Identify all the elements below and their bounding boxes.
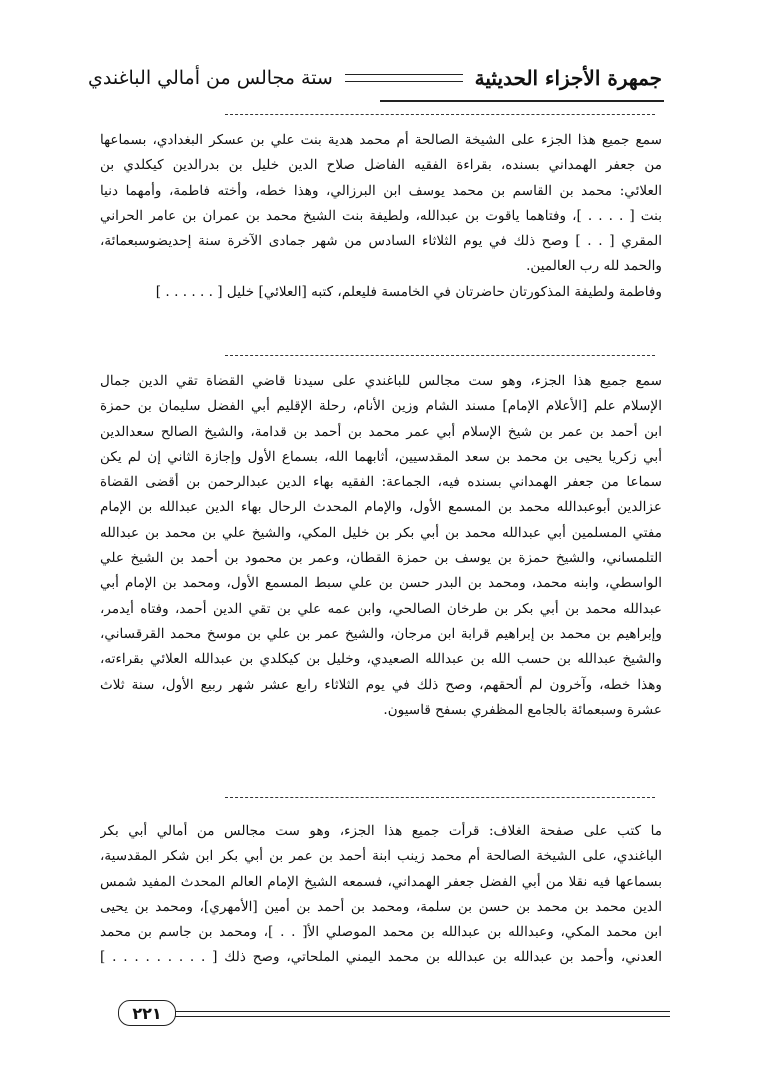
text-line: ما كتب على صفحة الغلاف: قرأت جميع هذا الجزء، وهو ست مجالس من أمالي أبي بكر	[100, 823, 662, 839]
running-header	[88, 58, 662, 98]
text-line: الدين محمد بن محمد بن حسن بن سلمة، ومحمد بن أحمد بن أمين [الأمهري]، ومحمد بن يحيى	[100, 898, 662, 915]
text-line: بنت [ . . . . ]، وفتاهما ياقوت بن عبدالله، ولطيفة بنت الشيخ محمد بن عمران بن عامر الحراني	[100, 207, 662, 224]
page-number: ٢٢١	[118, 1000, 176, 1026]
footer-rule	[170, 1016, 670, 1017]
text-line: المقري [ . . ] وصح ذلك في يوم الثلاثاء السادس من شهر جمادى الآخرة سنة إحديضوسبعمائة،	[100, 233, 662, 250]
text-line: الواسطي، وابنه محمد، ومحمد بن البدر حسن بن علي سبط المسمع الأول، ومحمد بن الإمام أبي	[100, 575, 662, 592]
text-line: سماعا من جعفر الهمداني بسنده فيه، الجماعة: الفقيه بهاء الدين عبدالرحمن بن أقضى القضاة	[100, 474, 662, 491]
text-line: أبي زكريا يحيى بن محمد بن سعد المقدسيين، أثابهما الله، بسماع الأول وإجازة الثاني إن لم يكن	[100, 448, 662, 465]
text-line: وفاطمة ولطيفة المذكورتان حاضرتان في الخامسة فليعلم، كتبه [العلائي] خليل [ . . . . . . ]	[155, 283, 662, 300]
dashed-separator	[225, 355, 655, 356]
text-line: عبدالله محمد بن أبي بكر بن طرخان الصالحي، وابن عمه علي بن تقي الدين أحمد، وفتاه أيدمر،	[100, 600, 662, 617]
text-line: والشيخ عبدالله بن حسب الله بن عبدالله الصعيدي، وخليل بن كيكلدي بن عبدالله العلائي بقراءته،	[100, 651, 662, 668]
certificate-block-1	[100, 128, 662, 305]
text-line: مفتي المسلمين أبي عبدالله محمد بن أبي بكر بن خليل المكي، والشيخ علي بن محمد بن عبدالله	[100, 524, 662, 541]
certificate-block-2	[100, 369, 662, 723]
book-title: جمهرة الأجزاء الحديثية	[474, 66, 662, 90]
text-line: وإبراهيم بن محمد بن إبراهيم قرابة ابن مرجان، والشيخ عمر بن علي بن موسخ محمد القرقساني،	[100, 625, 662, 642]
text-line: ابن محمد المكي، وعبدالله بن عبدالله بن محمد الموصلي الأ[ . . ]، ومحمد بن جاسم بن محمد	[100, 924, 662, 941]
text-line: الإسلام علم [الأعلام الإمام] مسند الشام وزين الأنام، رحلة الإقليم أبي الفضل سليمان بن حمزة	[100, 398, 662, 415]
text-line: عشرة وسبعمائة بالجامع المظفري بسفح قاسيون.	[383, 701, 662, 718]
text-line: وهذا خطه، وآخرون لم ألحقهم، وصح ذلك في يوم الثلاثاء رابع عشر شهر ربيع الأول، سنة ثلاث	[100, 676, 662, 693]
text-line: ابن أحمد بن عمر بن شيخ الإسلام أبي عمر محمد بن أحمد بن قدامة، والشيخ الصالح سعدالدين	[100, 423, 662, 440]
page-footer	[100, 1003, 670, 1033]
header-underline	[380, 100, 664, 102]
certificate-block-3	[100, 819, 662, 971]
text-line: والحمد لله رب العالمين.	[526, 258, 662, 275]
text-line: العدني، وأحمد بن عبدالله بن عبدالله بن محمد اليمني الملحاتي، وصح ذلك [ . . . . . . . . . ]	[100, 949, 662, 966]
text-line: من جعفر الهمداني بسنده، بقراءة الفقيه الفاضل صلاح الدين خليل بن بدرالدين كيكلدي بن	[100, 157, 662, 174]
section-title: ستة مجالس من أمالي الباغندي	[88, 67, 333, 89]
text-line: العلائي: محمد بن القاسم بن محمد يوسف ابن البرزالي، وهذا خطه، وأخته فاطمة، وأمهما دنيا	[100, 182, 662, 199]
text-line: التلمساني، والشيخ حمزة بن يوسف بن حمزة القطان، وعمر بن محمود بن أحمد بن الشيخ علي	[100, 550, 662, 567]
header-double-rule	[345, 74, 463, 82]
text-line: بسماعها فيه نقلا من أبي الفضل جعفر الهمداني، فسمعه الشيخ الإمام العالم المحدث المفيد شمس	[100, 873, 662, 890]
dashed-separator	[225, 114, 655, 115]
text-line: سمع جميع هذا الجزء على الشيخة الصالحة أم محمد هدية بنت علي بن عسكر البغدادي، بسماعها	[100, 132, 662, 148]
dashed-separator	[225, 797, 655, 798]
text-line: عزالدين أبوعبدالله محمد بن المسمع الأول، والإمام المحدث الرحال بهاء الدين عبدالله بن الإمام	[100, 499, 662, 516]
footer-rule	[170, 1011, 670, 1012]
text-line: سمع جميع هذا الجزء، وهو ست مجالس للباغندي على سيدنا قاضي القضاة تقي الدين جمال	[100, 373, 662, 389]
text-line: الباغندي، على الشيخة الصالحة أم محمد زينب ابنة أحمد بن عمر بن أبي بكر ابن شكر المقدسية،	[100, 848, 662, 865]
